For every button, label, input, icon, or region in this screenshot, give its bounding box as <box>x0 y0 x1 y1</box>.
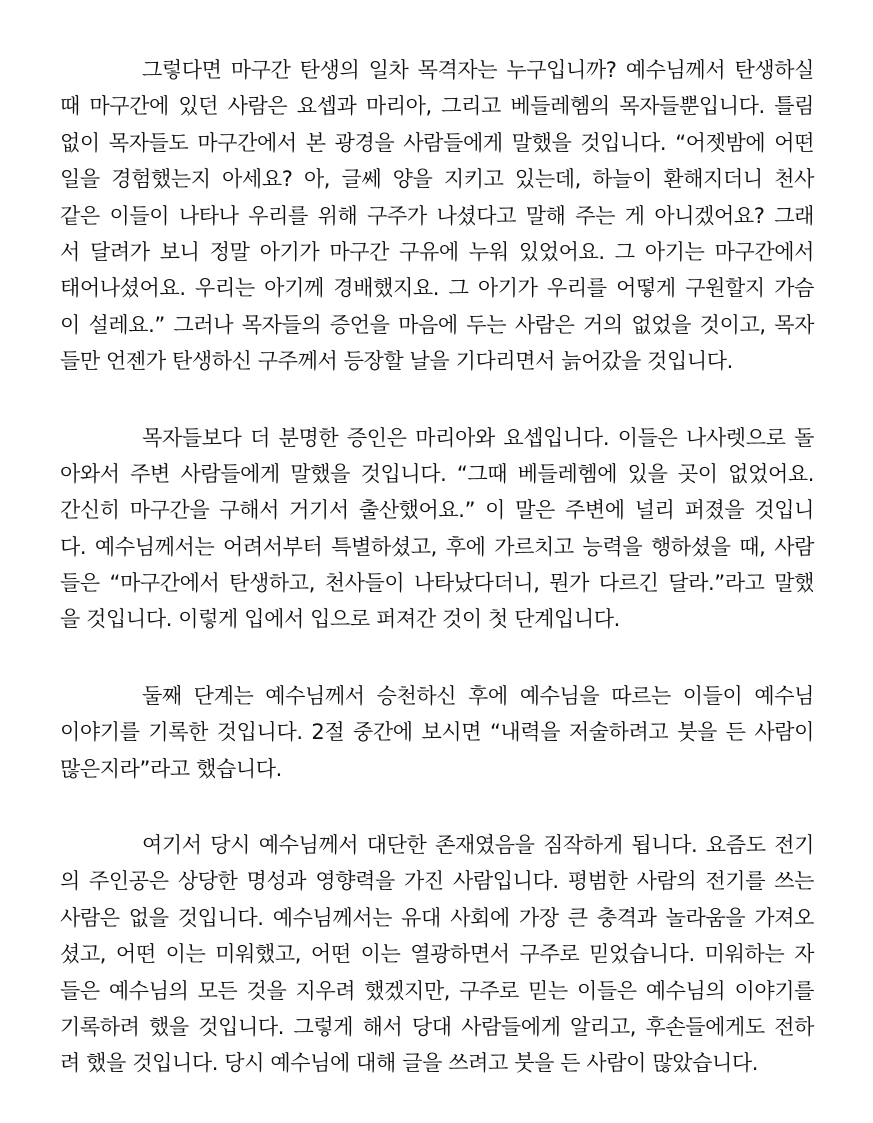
paragraph-line: 그렇다면 마구간 탄생의 일차 목격자는 누구입니까? 예수님께서 탄생하실 <box>142 58 814 82</box>
paragraph-line: 이야기를 기록한 것입니다. 2절 중간에 보시면 “내력을 저술하려고 붓을 든 사람이 <box>60 720 814 745</box>
paragraph-line: 때 마구간에 있던 사람은 요셉과 마리아, 그리고 베들레헴의 목자들뿐입니다. 틀림 <box>60 94 814 119</box>
paragraph-line: 서 달려가 보니 정말 아기가 마구간 구유에 누워 있었어요. 그 아기는 마구간에서 <box>60 239 814 264</box>
paragraph-line: 들은 “마구간에서 탄생하고, 천사들이 나타났다더니, 뭔가 다르긴 달라.”라고 말했 <box>60 571 814 596</box>
paragraph-line: 태어나셨어요. 우리는 아기께 경배했지요. 그 아기가 우리를 어떻게 구원할지 가슴 <box>60 276 814 301</box>
paragraph-2 <box>60 420 814 638</box>
paragraph-line: 둘째 단계는 예수님께서 승천하신 후에 예수님을 따르는 이들이 예수님 <box>142 683 814 708</box>
paragraph-line: 일을 경험했는지 아세요? 아, 글쎄 양을 지키고 있는데, 하늘이 환해지더니 천사 <box>60 167 814 192</box>
paragraph-line: 이 설레요.” 그러나 목자들의 증언을 마음에 두는 사람은 거의 없었을 것이고, 목자 <box>60 312 814 337</box>
paragraph-line: 의 주인공은 상당한 명성과 영향력을 가진 사람입니다. 평범한 사람의 전기를 쓰는 <box>60 869 814 894</box>
paragraph-line: 들은 예수님의 모든 것을 지우려 했겠지만, 구주로 믿는 이들은 예수님의 이야기를 <box>60 978 814 1003</box>
paragraph-line: 기록하려 했을 것입니다. 그렇게 해서 당대 사람들에게 알리고, 후손들에게도 전하 <box>60 1014 814 1039</box>
paragraph-line: 많은지라”라고 했습니다. <box>60 756 282 781</box>
paragraph-1 <box>60 52 814 380</box>
paragraph-line: 없이 목자들도 마구간에서 본 광경을 사람들에게 말했을 것입니다. “어젯밤에 어떤 <box>60 130 814 155</box>
paragraph-4 <box>60 827 814 1082</box>
paragraph-line: 려 했을 것입니다. 당시 예수님에 대해 글을 쓰려고 붓을 든 사람이 많았습니다. <box>60 1051 759 1076</box>
paragraph-line: 다. 예수님께서는 어려서부터 특별하셨고, 후에 가르치고 능력을 행하셨을 때, 사람 <box>60 534 814 559</box>
document-page <box>60 52 814 1122</box>
paragraph-line: 사람은 없을 것입니다. 예수님께서는 유대 사회에 가장 큰 충격과 놀라움을 가져오 <box>60 905 814 930</box>
paragraph-line: 같은 이들이 나타나 우리를 위해 구주가 나셨다고 말해 주는 게 아니겠어요? 그래 <box>60 203 814 228</box>
paragraph-line: 아와서 주변 사람들에게 말했을 것입니다. “그때 베들레헴에 있을 곳이 없었어요. <box>60 461 814 486</box>
paragraph-line: 간신히 마구간을 구해서 거기서 출산했어요.” 이 말은 주변에 널리 퍼졌을 것입니 <box>60 498 814 523</box>
paragraph-line: 을 것입니다. 이렇게 입에서 입으로 퍼져간 것이 첫 단계입니다. <box>60 607 620 632</box>
paragraph-line: 여기서 당시 예수님께서 대단한 존재였음을 짐작하게 됩니다. 요즘도 전기 <box>142 833 814 858</box>
paragraph-3 <box>60 678 814 787</box>
paragraph-line: 들만 언젠가 탄생하신 구주께서 등장할 날을 기다리면서 늙어갔을 것입니다. <box>60 349 733 374</box>
paragraph-line: 목자들보다 더 분명한 증인은 마리아와 요셉입니다. 이들은 나사렛으로 돌 <box>142 425 814 450</box>
paragraph-line: 셨고, 어떤 이는 미워했고, 어떤 이는 열광하면서 구주로 믿었습니다. 미워하는 자 <box>60 942 814 967</box>
